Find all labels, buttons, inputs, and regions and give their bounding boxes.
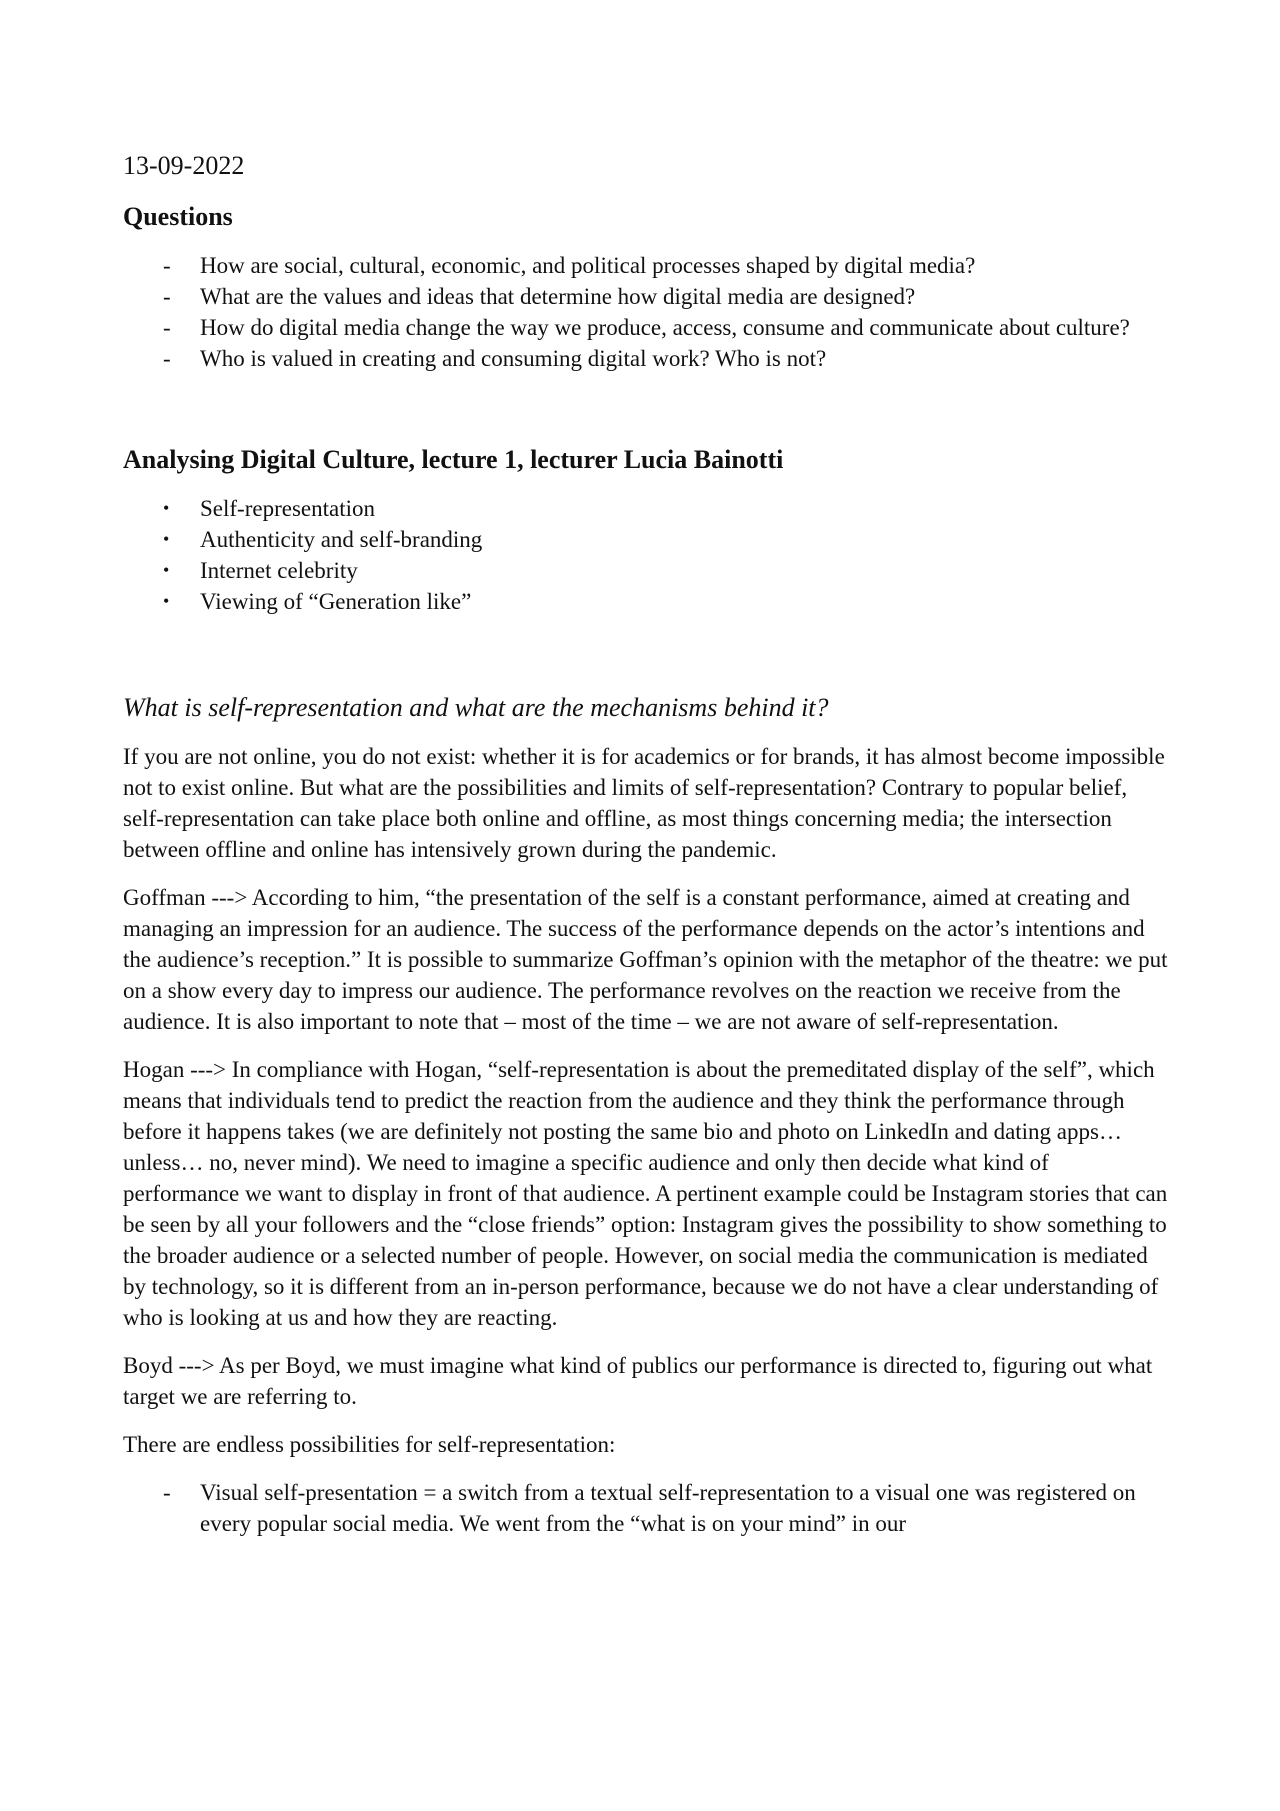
dash-marker: - <box>163 253 171 278</box>
list-item <box>123 555 1168 586</box>
dash-marker: - <box>163 1480 171 1505</box>
list-item-text: Self-representation <box>200 496 375 521</box>
paragraph-goffman: Goffman ---> According to him, “the presentation of the self is a constant performance, aimed at creating and managing an impression for an audience. The success of the performance depends on the actor’s intentions and the audience’s reception.” It is possible to summarize Goffman’s opinion with the metaphor of the theatre: we put on a show every day to impress our audience. The performance revolves on the reaction we receive from the audience. It is also important to note that – most of the time – we are not aware of self-representation. <box>123 885 1168 1034</box>
paragraph-intro: If you are not online, you do not exist: whether it is for academics or for brands, it has almost become impossible not to exist online. But what are the possibilities and limits of self-representation? Contrary to popular belief, self-representation can take place both online and offline, as most things concerning media; the intersection between offline and online has intensively grown during the pandemic. <box>123 744 1165 862</box>
bullet-icon: • <box>163 498 170 518</box>
paragraph-hogan: Hogan ---> In compliance with Hogan, “self-representation is about the premeditated display of the self”, which means that individuals tend to predict the reaction from the audience and they think the performance through before it happens takes (we are definitely not posting the same bio and photo on LinkedIn and dating apps… unless… no, never mind). We need to imagine a specific audience and only then decide what kind of performance we want to display in front of that audience. A pertinent example could be Instagram stories that can be seen by all your followers and the “close friends” option: Instagram gives the possibility to show something to the broader audience or a selected number of people. However, on social media the communication is mediated by technology, so it is different from an in-person performance, because we do not have a clear understanding of who is looking at us and how they are reacting. <box>123 1057 1168 1330</box>
paragraph-boyd: Boyd ---> As per Boyd, we must imagine what kind of publics our performance is directed to, figuring out what target we are referring to. <box>123 1353 1153 1409</box>
lecture-heading: Analysing Digital Culture, lecture 1, lecturer Lucia Bainotti <box>123 445 784 474</box>
list-item <box>123 312 1168 343</box>
section-heading: What is self-representation and what are the mechanisms behind it? <box>123 693 829 722</box>
bullet-icon: • <box>163 560 170 580</box>
list-item-text: Authenticity and self-branding <box>200 527 483 552</box>
list-item-text: How do digital media change the way we produce, access, consume and communicate about culture? <box>200 315 1130 340</box>
list-item <box>123 1477 1168 1539</box>
questions-list <box>123 250 1168 374</box>
list-item-text: What are the values and ideas that determine how digital media are designed? <box>200 284 916 309</box>
paragraph-possibilities: There are endless possibilities for self-representation: <box>123 1432 616 1457</box>
list-item <box>123 343 1168 374</box>
self-representation-list <box>123 1477 1168 1539</box>
list-item <box>123 524 1168 555</box>
dash-marker: - <box>163 315 171 340</box>
list-item-text: How are social, cultural, economic, and political processes shaped by digital media? <box>200 253 976 278</box>
bullet-icon: • <box>163 529 170 549</box>
list-item <box>123 586 1168 617</box>
list-item-text: Visual self-presentation = a switch from a textual self-representation to a visual one was registered on every popular social media. We went from the “what is on your mind” in our <box>200 1480 1136 1536</box>
list-item <box>123 281 1168 312</box>
dash-marker: - <box>163 346 171 371</box>
list-item <box>123 250 1168 281</box>
questions-heading: Questions <box>123 202 233 231</box>
lecture-topics-list <box>123 493 1168 617</box>
list-item <box>123 493 1168 524</box>
list-item-text: Viewing of “Generation like” <box>200 589 472 614</box>
document-body <box>123 150 1168 1539</box>
dash-marker: - <box>163 284 171 309</box>
date-line: 13-09-2022 <box>123 151 245 180</box>
bullet-icon: • <box>163 591 170 611</box>
list-item-text: Who is valued in creating and consuming digital work? Who is not? <box>200 346 827 371</box>
list-item-text: Internet celebrity <box>200 558 358 583</box>
